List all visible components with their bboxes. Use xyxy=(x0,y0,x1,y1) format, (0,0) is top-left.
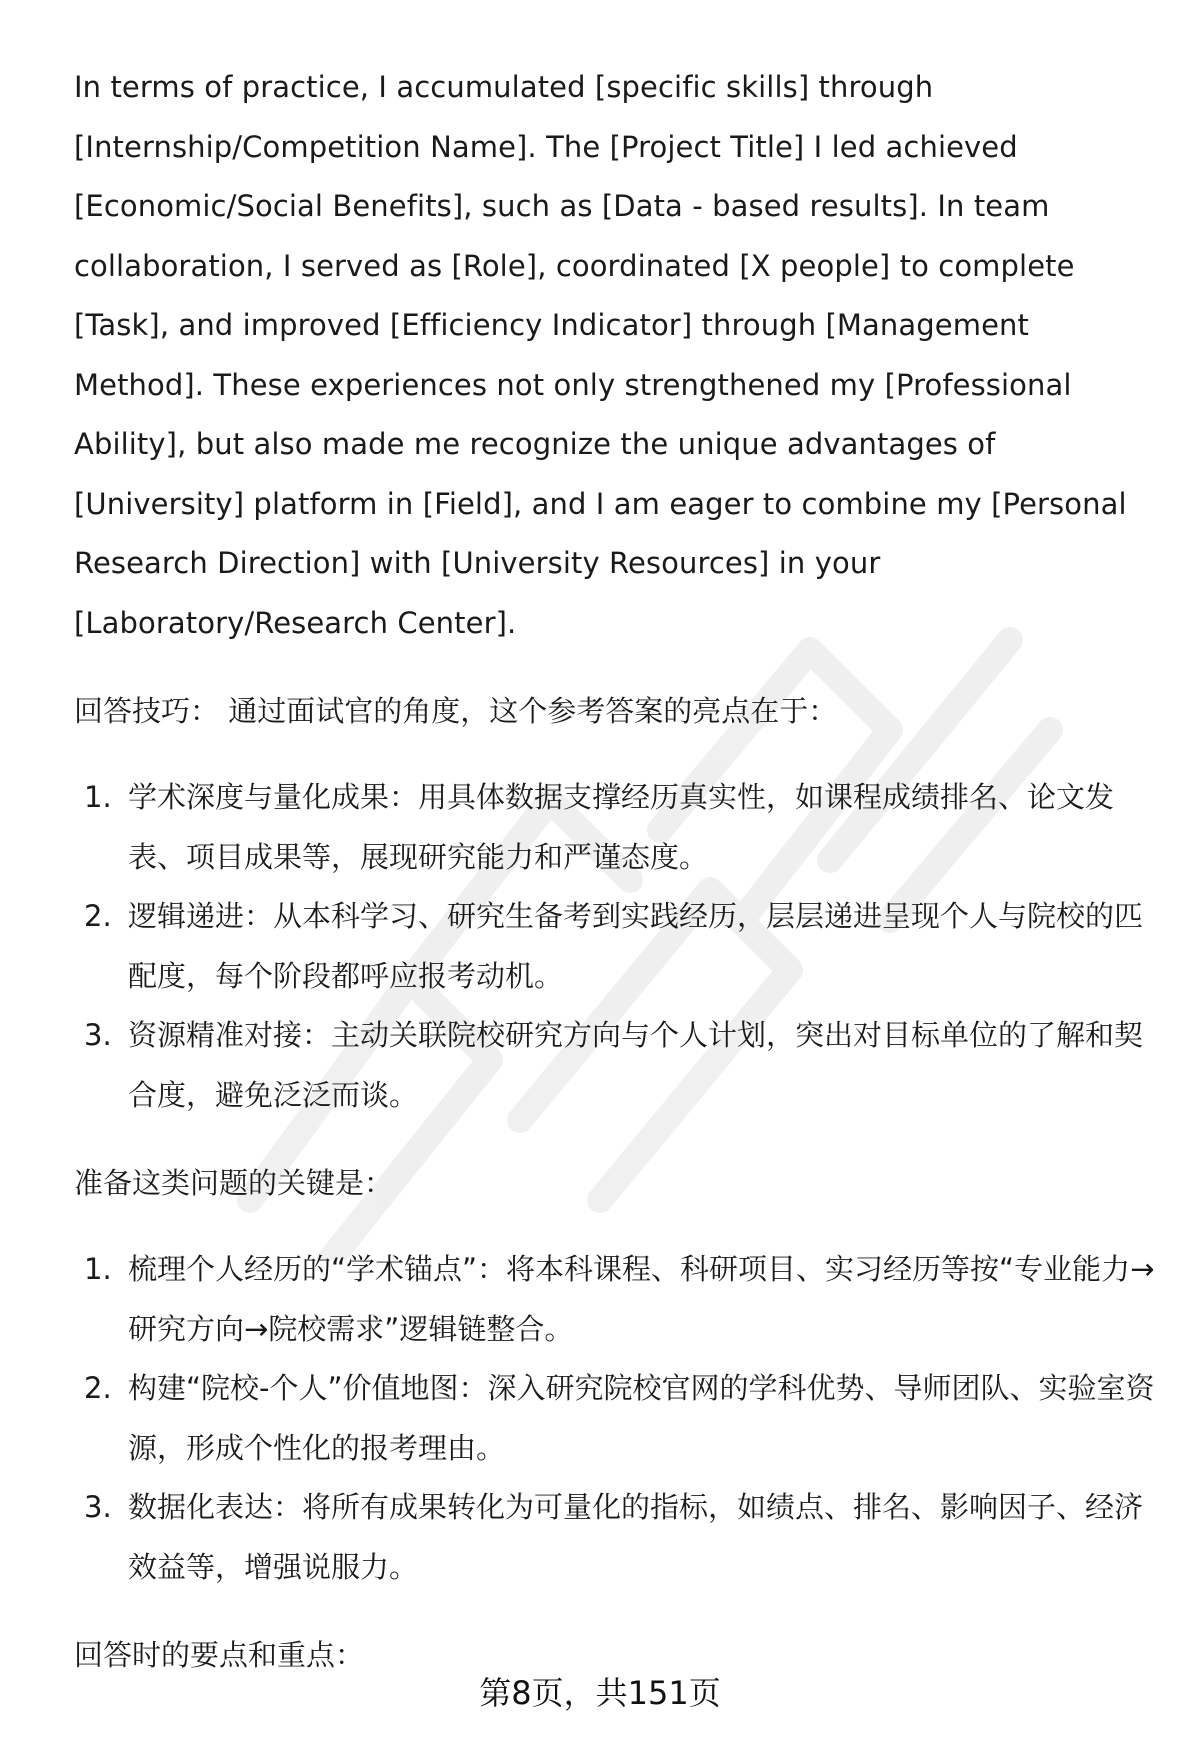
list-text: 资源精准对接：主动关联院校研究方向与个人计划，突出对目标单位的了解和契合度，避免泛泛而谈。 xyxy=(128,1018,1144,1112)
list-item xyxy=(74,887,1159,1006)
list-number: 1. xyxy=(84,1252,112,1286)
section-heading-tips: 回答技巧： 通过面试官的角度，这个参考答案的亮点在于： xyxy=(74,694,838,728)
list-item xyxy=(74,1006,1159,1125)
page-number-footer: 第8页，共151页 xyxy=(479,1674,721,1712)
list-item xyxy=(74,1359,1159,1478)
list-item xyxy=(74,1240,1159,1359)
list-text: 梳理个人经历的“学术锚点”：将本科课程、科研项目、实习经历等按“专业能力→研究方向→院校需求”逻辑链整合。 xyxy=(128,1252,1155,1346)
list-number: 3. xyxy=(84,1490,112,1524)
list-number: 3. xyxy=(84,1018,112,1052)
list-item xyxy=(74,768,1159,887)
list-item xyxy=(74,1478,1159,1597)
list-text: 逻辑递进：从本科学习、研究生备考到实践经历，层层递进呈现个人与院校的匹配度，每个阶段都呼应报考动机。 xyxy=(128,899,1144,993)
list-number: 2. xyxy=(84,899,112,933)
list-text: 学术深度与量化成果：用具体数据支撑经历真实性，如课程成绩排名、论文发表、项目成果等，展现研究能力和严谨态度。 xyxy=(128,780,1115,874)
section-heading-preparation: 准备这类问题的关键是： xyxy=(74,1166,394,1200)
list-number: 1. xyxy=(84,780,112,814)
list-text: 构建“院校-个人”价值地图：深入研究院校官网的学科优势、导师团队、实验室资源，形成个性化的报考理由。 xyxy=(128,1371,1155,1465)
document-page xyxy=(74,58,1159,1712)
intro-paragraph: In terms of practice, I accumulated [specific skills] through [Internship/Competition Name]. The [Project Title] I led achieved [Economic/Social Benefits], such as [Data - based results]. In team collaboration, I served as [Role], coordinated [X people] to complete [Task], and improved [Efficiency Indicator] through [Management Method]. These experiences not only strengthened my [Professional Ability], but also made me recognize the unique advantages of [University] platform in [Field], and I am eager to combine my [Personal Research Direction] with [University Resources] in your [Laboratory/Research Center]. xyxy=(74,70,1127,640)
list-text: 数据化表达：将所有成果转化为可量化的指标，如绩点、排名、影响因子、经济效益等，增强说服力。 xyxy=(128,1490,1144,1584)
preparation-list xyxy=(74,1240,1159,1597)
section-heading-key-points: 回答时的要点和重点： xyxy=(74,1638,365,1672)
sections-container xyxy=(74,682,1159,1685)
list-number: 2. xyxy=(84,1371,112,1405)
tips-list xyxy=(74,768,1159,1125)
